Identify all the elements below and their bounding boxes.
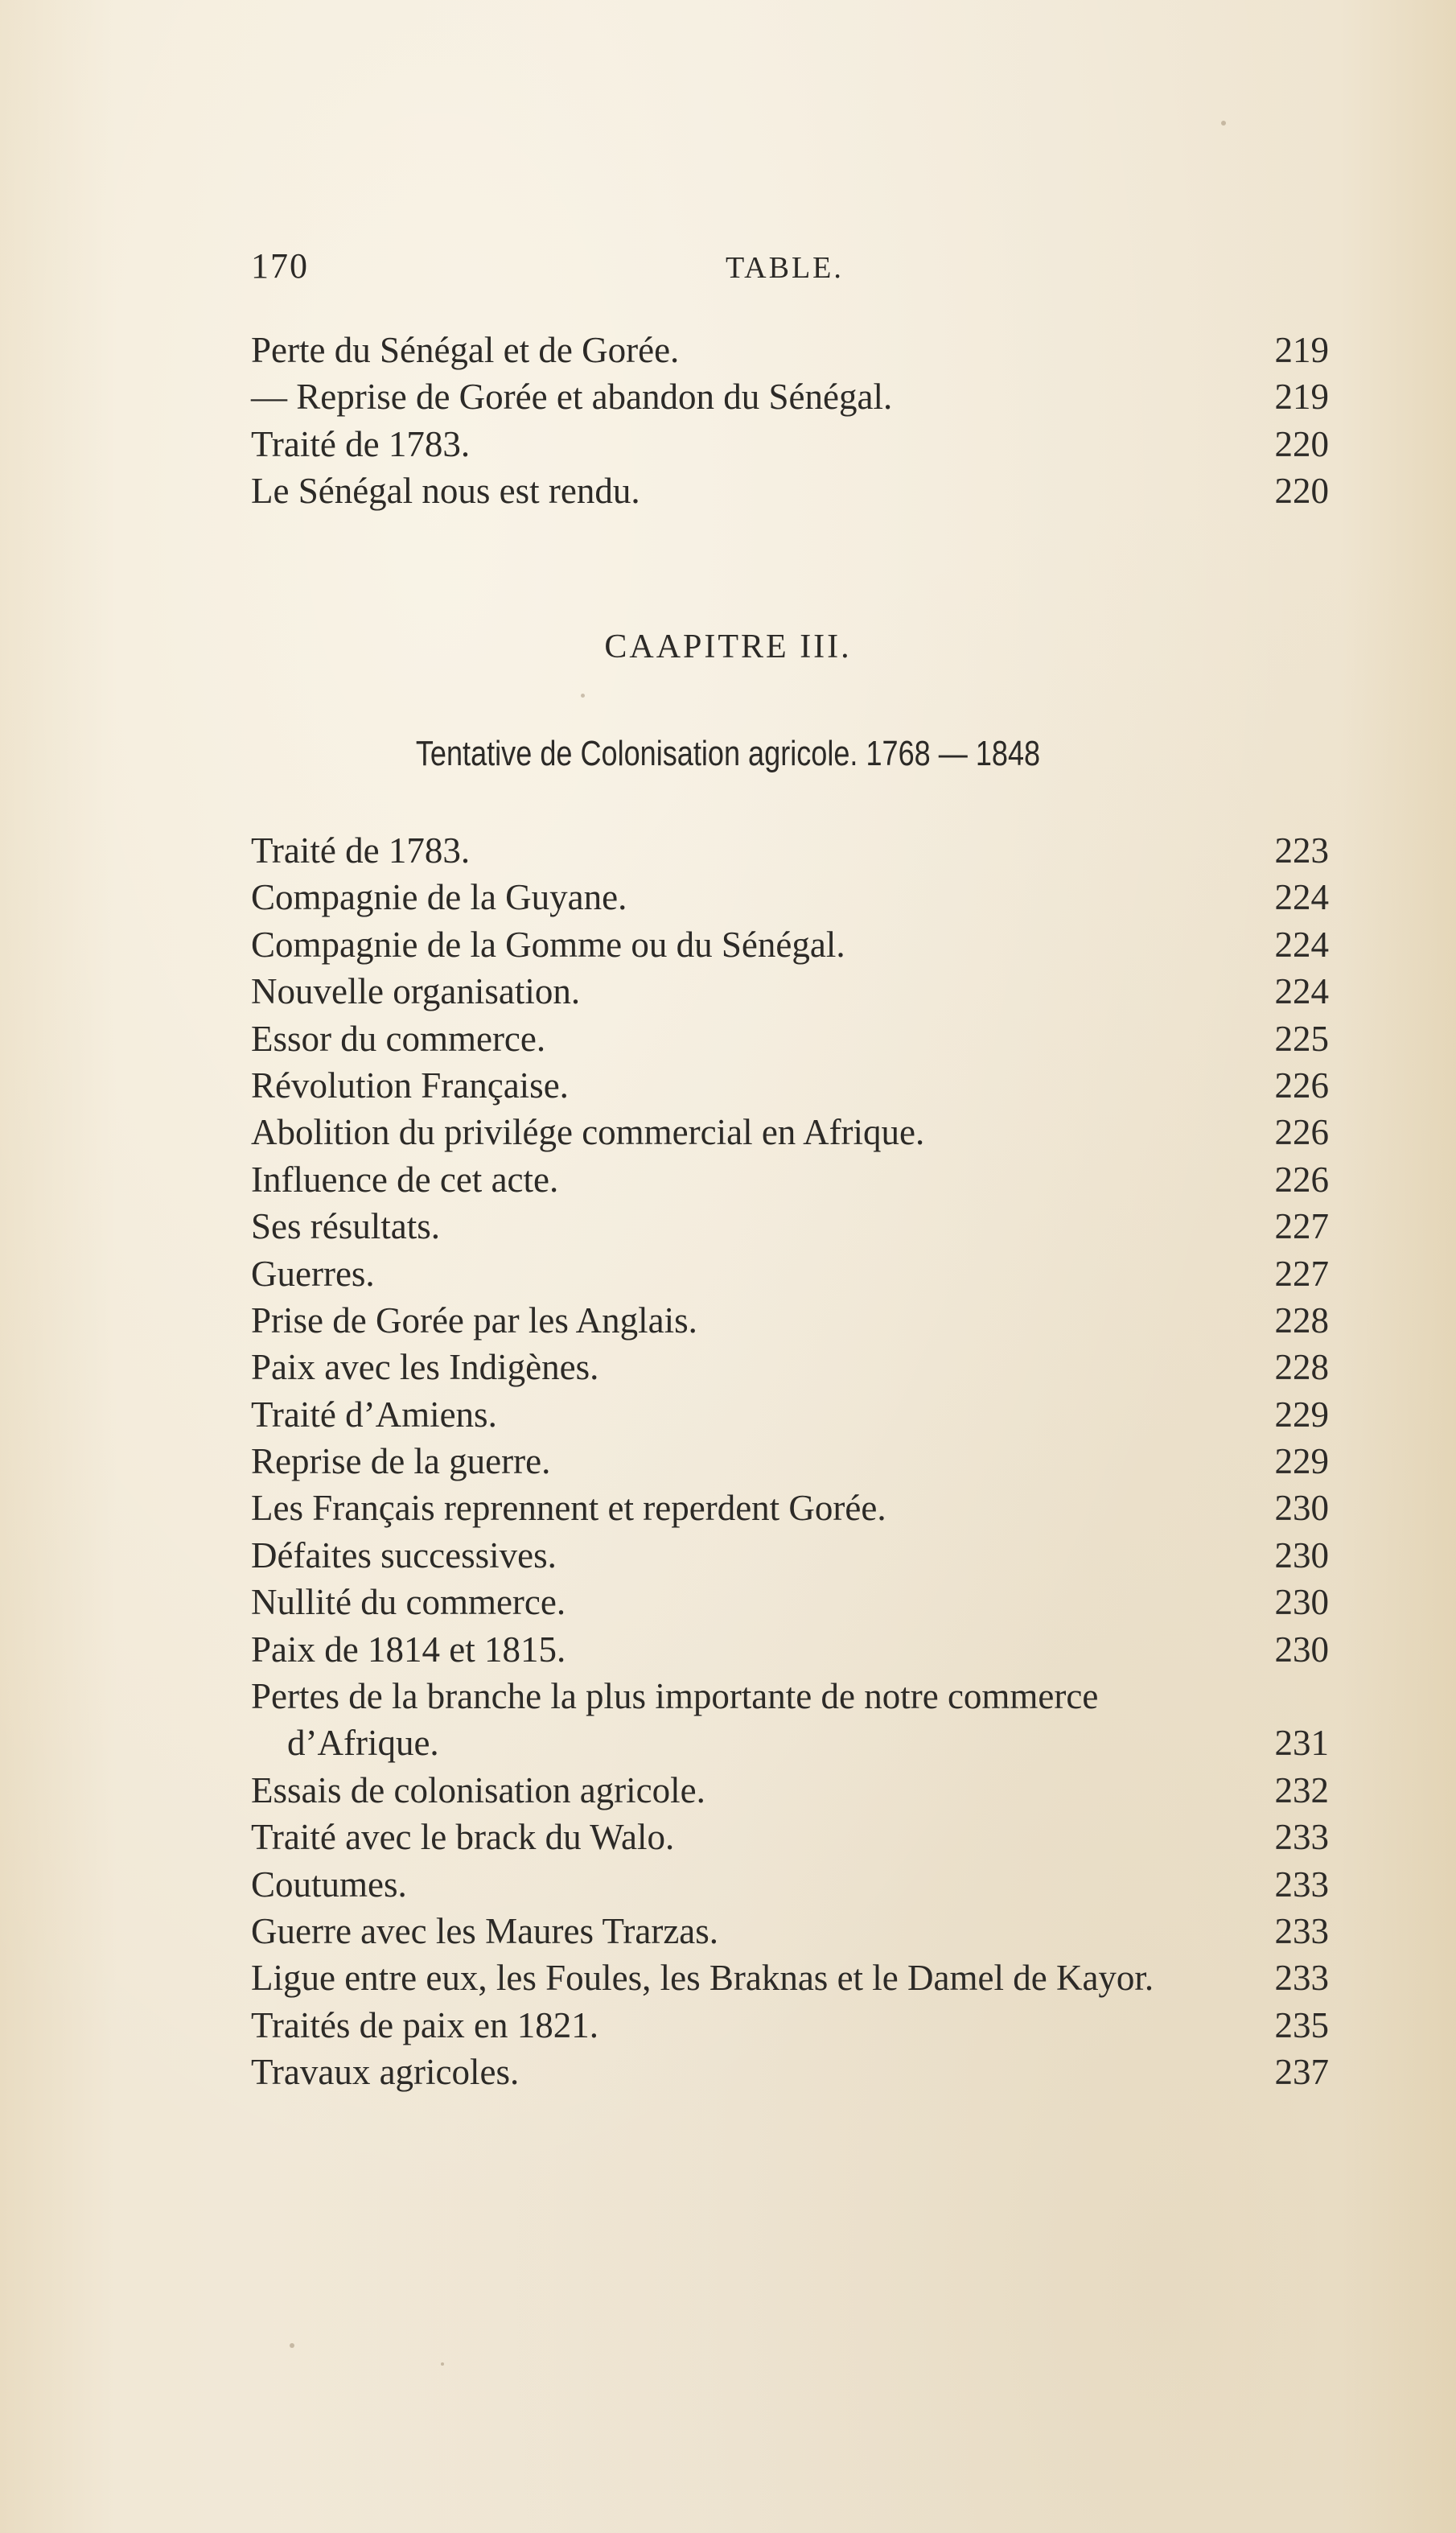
toc-entry xyxy=(251,1297,1329,1344)
toc-entry-title: Traité d’Amiens. xyxy=(251,1394,497,1435)
toc-entry-title: Guerre avec les Maures Trarzas. xyxy=(251,1910,719,1951)
toc-entry xyxy=(251,2049,1329,2095)
toc-entry xyxy=(251,421,1329,467)
toc-entry xyxy=(251,327,1329,373)
toc-entry-page: 226 xyxy=(1274,1112,1329,1153)
toc-entry xyxy=(251,921,1329,968)
toc-entry xyxy=(251,2002,1329,2049)
toc-entry-page: 226 xyxy=(1274,1159,1329,1200)
toc-entry-page: 232 xyxy=(1274,1769,1329,1810)
toc-entry-title: d’Afrique. xyxy=(287,1723,439,1764)
toc-entry xyxy=(251,1391,1329,1438)
toc-entry xyxy=(251,1579,1329,1625)
toc-entry-title: Prise de Gorée par les Anglais. xyxy=(251,1299,697,1341)
toc-entry xyxy=(251,1485,1329,1531)
toc-section-previous-chapter xyxy=(251,327,1329,515)
toc-entry-title: Traités de paix en 1821. xyxy=(251,2004,599,2045)
toc-entry-page: 220 xyxy=(1274,471,1329,512)
toc-entry-page: 228 xyxy=(1274,1299,1329,1341)
toc-entry-title: Révolution Française. xyxy=(251,1065,569,1106)
page-number: 170 xyxy=(251,246,309,286)
toc-entry xyxy=(251,1767,1329,1814)
paper-spot xyxy=(290,2343,294,2348)
toc-entry-title: Abolition du privilége commercial en Afrique. xyxy=(251,1112,925,1153)
toc-entry-page: 233 xyxy=(1274,1958,1329,1999)
toc-entry-page: 230 xyxy=(1274,1488,1329,1529)
toc-entry-page: 224 xyxy=(1274,877,1329,918)
toc-entry xyxy=(251,1814,1329,1860)
toc-entry-title: Pertes de la branche la plus importante de notre commerce xyxy=(251,1676,1099,1717)
toc-entry-page: 224 xyxy=(1274,971,1329,1012)
toc-entry-title: Influence de cet acte. xyxy=(251,1159,559,1200)
toc-entry-page: 219 xyxy=(1274,330,1329,370)
toc-entry xyxy=(251,874,1329,921)
toc-entry-page: 229 xyxy=(1274,1394,1329,1435)
toc-entry xyxy=(251,827,1329,874)
toc-entry-title: Essais de colonisation agricole. xyxy=(251,1769,705,1810)
toc-entry-page: 230 xyxy=(1274,1629,1329,1670)
toc-entry xyxy=(251,1250,1329,1297)
toc-entry-title: Nouvelle organisation. xyxy=(251,971,581,1012)
toc-entry xyxy=(251,1062,1329,1109)
toc-entry-page: 233 xyxy=(1274,1910,1329,1951)
toc-entry-title: Guerres. xyxy=(251,1253,375,1294)
toc-entry xyxy=(251,1109,1329,1155)
toc-entry-title: Ligue entre eux, les Foules, les Braknas et le Damel de Kayor. xyxy=(251,1958,1154,1999)
toc-entry-page: 233 xyxy=(1274,1817,1329,1858)
toc-entry-title: — Reprise de Gorée et abandon du Sénégal. xyxy=(251,377,893,418)
toc-entry-page: 224 xyxy=(1274,924,1329,965)
toc-entry-page: 237 xyxy=(1274,2052,1329,2093)
toc-entry-page: 230 xyxy=(1274,1582,1329,1623)
toc-entry-title: Paix de 1814 et 1815. xyxy=(251,1629,566,1670)
paper-spot xyxy=(441,2362,444,2366)
chapter-heading: CAAPITRE III. xyxy=(604,628,852,665)
running-title: TABLE. xyxy=(726,251,844,285)
toc-entry xyxy=(251,1861,1329,1908)
toc-entry-page: 220 xyxy=(1274,423,1329,464)
toc-entry xyxy=(251,1626,1329,1673)
toc-entry xyxy=(251,1344,1329,1390)
toc-entry-title: Traité avec le brack du Walo. xyxy=(251,1817,675,1858)
toc-entry-continuation xyxy=(251,1720,1329,1766)
toc-entry-title: Travaux agricoles. xyxy=(251,2052,520,2093)
toc-entry xyxy=(251,1673,1329,1720)
toc-entry-title: Compagnie de la Gomme ou du Sénégal. xyxy=(251,924,845,965)
toc-entry xyxy=(251,1015,1329,1062)
toc-entry-title: Paix avec les Indigènes. xyxy=(251,1347,599,1388)
toc-entry xyxy=(251,1908,1329,1954)
toc-entry-title: Traité de 1783. xyxy=(251,830,471,871)
toc-entry-title: Coutumes. xyxy=(251,1864,407,1905)
toc-entry-page: 228 xyxy=(1274,1347,1329,1388)
toc-entry xyxy=(251,1156,1329,1203)
toc-entry xyxy=(251,467,1329,514)
toc-entry-page: 223 xyxy=(1274,830,1329,871)
toc-entry-title: Traité de 1783. xyxy=(251,423,471,464)
toc-entry-page: 235 xyxy=(1274,2004,1329,2045)
toc-entry-title: Les Français reprennent et reperdent Gorée. xyxy=(251,1488,886,1529)
toc-entry xyxy=(251,968,1329,1015)
toc-entry-title: Compagnie de la Guyane. xyxy=(251,877,627,918)
toc-entry-page: 226 xyxy=(1274,1065,1329,1106)
toc-entry xyxy=(251,1203,1329,1250)
page-header xyxy=(251,245,1329,294)
toc-entry-page: 230 xyxy=(1274,1534,1329,1575)
toc-entry-title: Ses résultats. xyxy=(251,1206,440,1247)
paper-spot xyxy=(1221,121,1226,126)
toc-entry-title: Essor du commerce. xyxy=(251,1018,546,1059)
toc-entry-page: 233 xyxy=(1274,1864,1329,1905)
chapter-subtitle: Tentative de Colonisation agricole. 1768 — 1848 xyxy=(415,734,1041,773)
toc-entry-page: 227 xyxy=(1274,1206,1329,1247)
toc-entry-title: Perte du Sénégal et de Gorée. xyxy=(251,330,680,370)
toc-entry-title: Le Sénégal nous est rendu. xyxy=(251,471,640,512)
toc-entry-title: Nullité du commerce. xyxy=(251,1582,566,1623)
toc-entry-page: 231 xyxy=(1274,1723,1329,1764)
toc-entry-page: 227 xyxy=(1274,1253,1329,1294)
toc-entry-page: 229 xyxy=(1274,1441,1329,1482)
paper-spot xyxy=(581,694,585,698)
toc-entry xyxy=(251,1532,1329,1579)
toc-entry-title: Reprise de la guerre. xyxy=(251,1441,551,1482)
toc-entry-page: 225 xyxy=(1274,1018,1329,1059)
toc-entry xyxy=(251,1954,1329,2001)
toc-entry xyxy=(251,1438,1329,1485)
toc-entry xyxy=(251,373,1329,420)
toc-entry-title: Défaites successives. xyxy=(251,1534,557,1575)
toc-section-chapter-3 xyxy=(251,827,1329,2096)
toc-entry-page: 219 xyxy=(1274,377,1329,418)
